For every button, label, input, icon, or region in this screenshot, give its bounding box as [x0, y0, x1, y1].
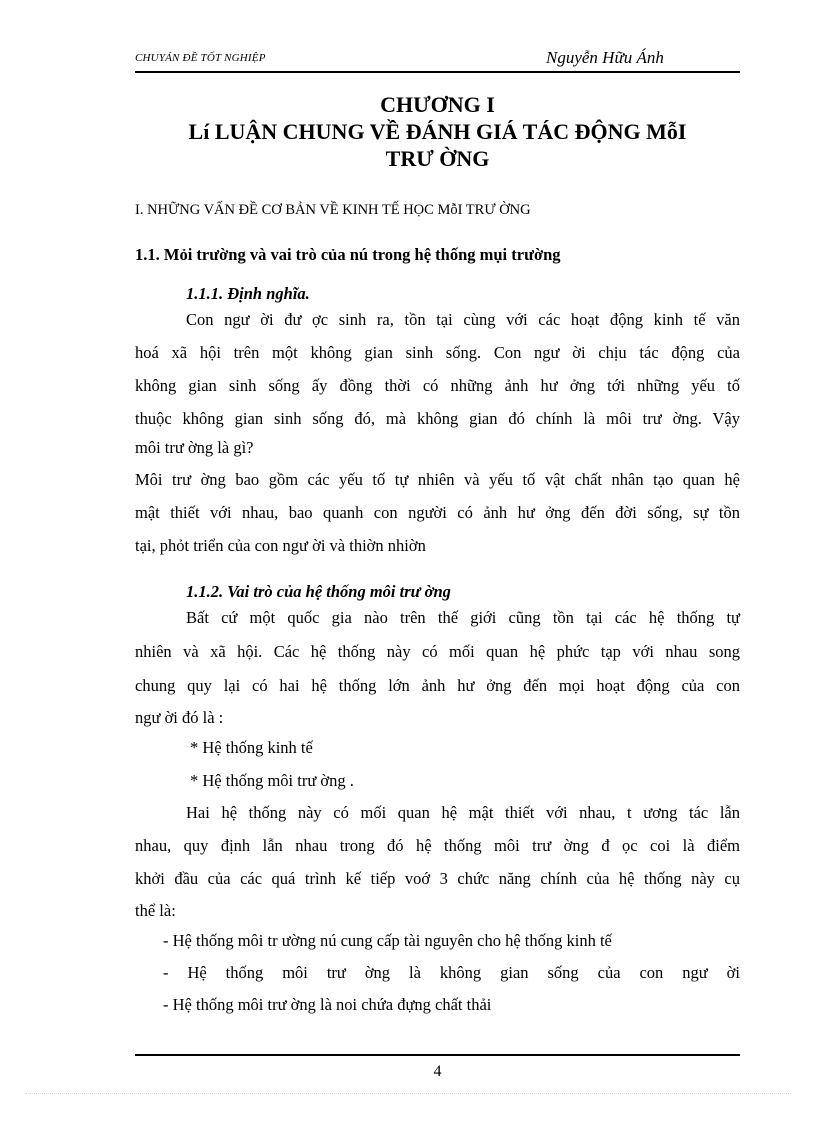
chapter-subtitle-line2: TRƯ ỜNG	[385, 146, 490, 171]
paragraph-line: nhiên và xã hội. Các hệ thống này có mối quan hệ phức tạp với nhau song	[135, 642, 740, 661]
subsection-heading: 1.1. Mỏi trường và vai trò của nú trong hệ thống mụi trường	[135, 245, 561, 264]
dash-item: - Hệ thống môi tr ường nú cung cấp tài nguyên cho hệ thống kinh tế	[163, 931, 612, 950]
dash-item: - Hệ thống môi trư ờng là không gian sống của con ngư ời	[163, 963, 740, 982]
section-heading: I. NHỮNG VẤN ĐỀ CƠ BẢN VỀ KINH TẾ HỌC MỗI TRƯ ỜNG	[135, 202, 531, 218]
paragraph-line: chung quy lại có hai hệ thống lớn ảnh hư ởng đến mọi hoạt động của con	[135, 676, 740, 695]
paragraph-line: thuộc không gian sinh sống đó, mà không gian đó chính là môi trư ờng. Vậy	[135, 409, 740, 428]
page-edge-dotted-line	[25, 1093, 791, 1094]
chapter-subtitle-line1: Lí LUẬN CHUNG VỀ ĐÁNH GIÁ TÁC ĐỘNG MỗI	[188, 119, 687, 144]
header-left-text: CHUYÁN ĐỀ TỐT NGHIỆP	[135, 52, 266, 64]
page-number: 4	[433, 1063, 442, 1080]
paragraph-line: ngư ời đó là :	[135, 708, 224, 727]
paragraph-line: thể là:	[135, 901, 176, 920]
paragraph-line: môi trư ờng là gì?	[135, 438, 254, 457]
paragraph-line: Hai hệ thống này có mối quan hệ mật thiết với nhau, t ương tác lẫn	[186, 803, 740, 822]
bullet-item: * Hệ thống môi trư ờng .	[190, 771, 354, 790]
subsubsection-heading-1: 1.1.1. Định nghĩa.	[186, 284, 310, 303]
subsubsection-heading-2: 1.1.2. Vai trò của hệ thống môi trư ờng	[186, 582, 451, 601]
chapter-title: CHƯƠNG I	[380, 92, 495, 117]
header-rule	[135, 71, 740, 73]
dash-item: - Hệ thống môi trư ờng là noi chứa đựng chất thải	[163, 995, 492, 1014]
paragraph-line: không gian sinh sống ấy đồng thời có những ảnh hư ởng tới những yếu tố	[135, 376, 740, 395]
paragraph-line: nhau, quy định lẫn nhau trong đó hệ thống môi trư ờng đ ọc coi là điểm	[135, 836, 740, 855]
header-author: Nguyễn Hữu Ánh	[546, 48, 664, 67]
paragraph-line: Bất cứ một quốc gia nào trên thế giới cũng tồn tại các hệ thống tự	[186, 608, 740, 627]
paragraph-line: khởi đầu của các quá trình kế tiếp voớ 3 chức năng chính của hệ thống này cụ	[135, 869, 740, 888]
paragraph-line: mật thiết với nhau, bao quanh con người có ảnh hư ởng đến đời sống, sự tồn	[135, 503, 740, 522]
paragraph-line: hoá xã hội trên một không gian sinh sống. Con ngư ời chịu tác động của	[135, 343, 740, 362]
footer-rule	[135, 1054, 740, 1056]
bullet-item: * Hệ thống kinh tế	[190, 738, 313, 757]
paragraph-line: Môi trư ờng bao gồm các yếu tố tự nhiên và yếu tố vật chất nhân tạo quan hệ	[135, 470, 740, 489]
paragraph-line: tại, phỏt triển của con ngư ời và thiờn nhiờn	[135, 536, 426, 555]
paragraph-line: Con ngư ời đư ợc sinh ra, tồn tại cùng với các hoạt động kinh tế văn	[186, 310, 740, 329]
